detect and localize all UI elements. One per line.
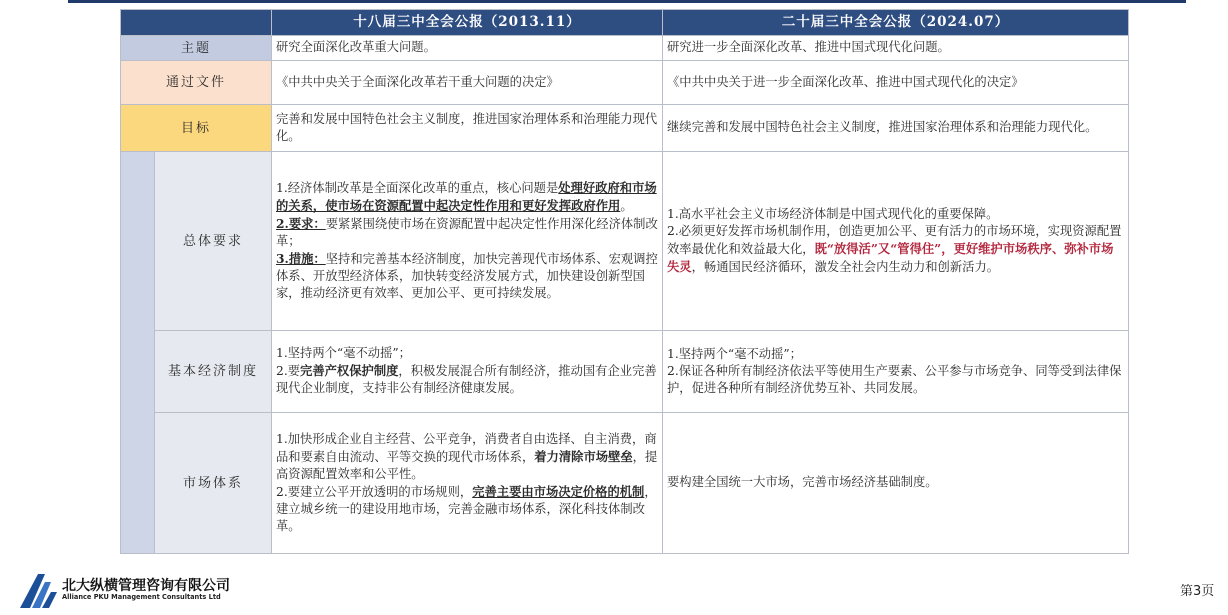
label-basic: 基本经济制度: [155, 331, 272, 413]
top-rule: [68, 0, 1186, 3]
basic-left-p2b: 完善产权保护制度: [300, 363, 399, 378]
market-left: [272, 413, 663, 554]
comparison-table: [120, 9, 1129, 554]
goal-right: 继续完善和发展中国特色社会主义制度，推进国家治理体系和治理能力现代化。: [663, 105, 1129, 152]
market-left-p2b: 完善主要由市场决定价格的机制: [472, 483, 645, 499]
overall-right: [663, 152, 1129, 331]
company-name-cn: 北大纵横管理咨询有限公司: [62, 578, 230, 594]
market-right: 要构建全国统一大市场，完善市场经济基础制度。: [663, 413, 1129, 554]
row-overall: [121, 152, 1129, 331]
basic-left-p1: 1.坚持两个“毫不动摇”；: [276, 346, 411, 360]
header-left: 十八届三中全会公报（2013.11）: [272, 10, 663, 36]
label-theme: 主题: [121, 36, 272, 61]
table-header-row: [121, 10, 1129, 36]
overall-left-p3a: 3.措施：: [276, 251, 326, 266]
overall-left-p2b: 要紧紧围绕使市场在资源配置中起决定性作用深化经济体制改革；: [276, 217, 658, 248]
market-left-p1c: ，提高资源配置效率和公平性。: [276, 449, 658, 481]
row-document: [121, 61, 1129, 105]
basic-right-p2: 2.保证各种所有制经济依法平等使用生产要素、公平参与市场竞争、同等受到法律保护，促进各种所有制经济优势互补、共同发展。: [667, 363, 1122, 395]
overall-left-p2a: 2.要求：: [276, 216, 326, 231]
basic-left-p2a: 2.要: [276, 364, 301, 378]
row-market: [121, 413, 1129, 554]
overall-right-p1: 1.高水平社会主义市场经济体制是中国式现代化的重要保障。: [667, 206, 999, 221]
label-overall: 总体要求: [155, 152, 272, 331]
group-side-bar: [121, 152, 155, 554]
label-goal: 目标: [121, 105, 272, 152]
market-left-p1b: 着力清除市场壁垒: [534, 448, 633, 464]
overall-left: [272, 152, 663, 331]
overall-left-p1a: 1.经济体制改革是全面深化改革的重点，核心问题是: [276, 181, 559, 195]
theme-right: 研究进一步全面深化改革、推进中国式现代化问题。: [663, 36, 1129, 61]
overall-left-p1c: 。: [620, 199, 633, 213]
row-theme: [121, 36, 1129, 61]
company-name-en: Alliance PKU Management Consultants Ltd: [62, 593, 221, 601]
basic-left: [272, 331, 663, 413]
page-number: 第3页: [1180, 584, 1215, 599]
overall-right-p2a: 2.必须更好发挥市场机制作用，创造更加公平、更有活力的市场环境，实现资源配置效率最优化和效益最大化，: [667, 223, 1122, 256]
theme-left: 研究全面深化改革重大问题。: [272, 36, 663, 61]
header-corner: [121, 10, 272, 36]
company-logo-icon: [18, 570, 58, 610]
market-left-p1a: 1.加快形成企业自主经营、公平竞争，消费者自由选择、自主消费，商品和要素自由流动、平等交换的现代市场体系，: [276, 431, 657, 464]
basic-right: [663, 331, 1129, 413]
overall-right-p2c: ，畅通国民经济循环，激发全社会内生动力和创新活力。: [691, 259, 1000, 274]
overall-left-p1b: 处理好政府和市场的关系，使市场在资源配置中起决定性作用和更好发挥政府作用: [276, 180, 657, 213]
goal-left: 完善和发展中国特色社会主义制度，推进国家治理体系和治理能力现代化。: [272, 105, 663, 152]
document-left: 《中共中央关于全面深化改革若干重大问题的决定》: [272, 61, 663, 105]
basic-right-p1: 1.坚持两个“毫不动摇”；: [667, 346, 802, 361]
market-left-p2c: ，建立城乡统一的建设用地市场，完善金融市场体系，深化科技体制改革。: [276, 484, 657, 533]
row-basic: [121, 331, 1129, 413]
header-right: 二十届三中全会公报（2024.07）: [663, 10, 1129, 36]
row-goal: [121, 105, 1129, 152]
overall-left-p3b: 坚持和完善基本经济制度，加快完善现代市场体系、宏观调控体系、开放型经济体系，加快转变经济发展方式，加快建设创新型国家，推动经济更有效率、更加公平、更可持续发展。: [276, 252, 658, 300]
market-left-p2a: 2.要建立公平开放透明的市场规则，: [276, 484, 473, 499]
label-document: 通过文件: [121, 61, 272, 105]
overall-right-p2b: 既“放得活”又“管得住”，更好维护市场秩序、弥补市场失灵: [667, 240, 1114, 274]
label-market: 市场体系: [155, 413, 272, 554]
basic-left-p2c: ，积极发展混合所有制经济，推动国有企业完善现代企业制度，支持非公有制经济健康发展。: [276, 364, 657, 395]
document-right: 《中共中央关于进一步全面深化改革、推进中国式现代化的决定》: [663, 61, 1129, 105]
